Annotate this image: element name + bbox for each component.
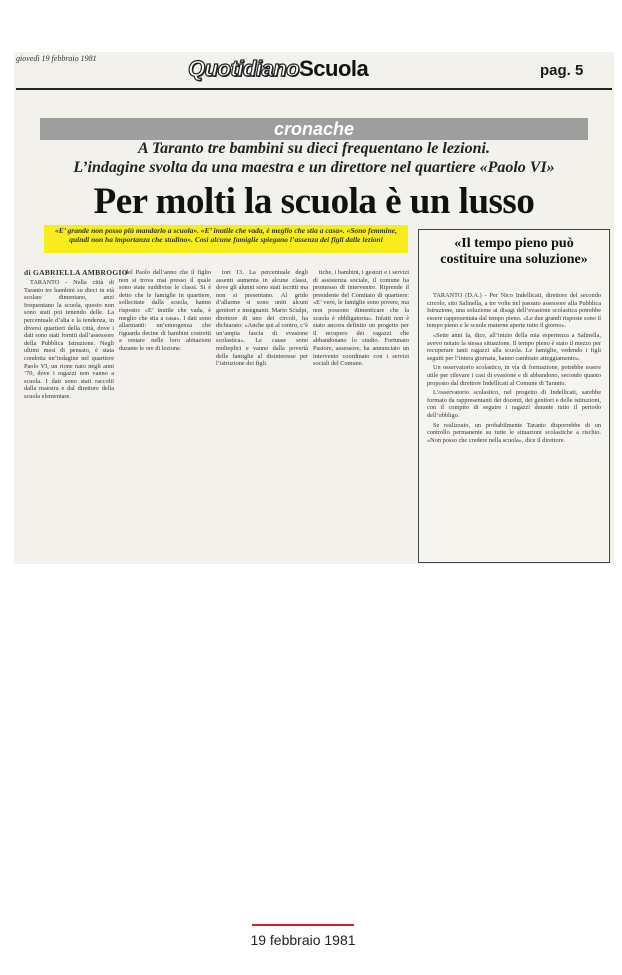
sidebar-paragraph: TARANTO (D.A.) - Per Nico Indellicati, direttore del secondo circolo, sito Salinella, a tre volte nel passato assessore alla Pubblica Istruzione, una soluzione ai disagi dell’evasione scolastica potrebbe essere rappresentata dal tempo pieno. «Le due grandi risposte sono il tempo pieno e le scuole materne aperte tutto il giorno». — [427, 292, 601, 330]
article-column-4 — [313, 269, 409, 561]
section-banner — [40, 118, 588, 140]
masthead-left: Quotidiano — [188, 56, 300, 81]
highlight-quote-box — [44, 225, 408, 253]
masthead-right: Scuola — [299, 56, 369, 81]
footer-date: 19 febbraio 1981 — [250, 932, 356, 948]
section-label: cronache — [273, 119, 355, 139]
sidebar-paragraph: L’osservatorio scolastico, nel progetto di Indellicati, sarebbe formato da rappresentanti dei docenti, dei genitori e delle istituzioni, con il compito di seguire i ragazzi durante tutto il periodo dell’obbligo. — [427, 389, 601, 419]
article-column-3 — [216, 269, 308, 561]
sidebar-text — [427, 292, 601, 556]
article-column-text: del Paolo dall’anno che il figlio non si trova mai presso il quale sono state suddivise le classi. Si è detto che le famiglie in quartiere, sollecitate dalla scuola, hanno risposto: «E’ inutile che vada, è meglio che stia a casa». I dati sono allarmanti: un’emergenza che riguarda decine di bambini costretti a restare nelle loro abitazioni durante le ore di lezione. — [119, 269, 211, 352]
article-column-text: tiche, i bambini, i gestori e i servizi di assistenza sociale, il comune ha promesso di intervenire. Riprende il presidente del Comitato di quartiere: «E’ vero, le famiglie sono povere, ma non possono dimenticare che la scuola è obbligatoria». Infatti non è stato ancora definito un progetto per il recupero dei ragazzi che abbandonano lo studio. Fortunato Pastore, assessore, ha annunciato un intervento coordinato con i servizi sociali del Comune. — [313, 269, 409, 368]
sidebar-box — [418, 229, 610, 563]
article-column-text: tori 13. La percentuale degli assenti aumenta in alcune classi, dove gli alunni sono stati iscritti ma non si presentano. Al grido d’allarme si sono uniti alcuni genitori e insegnanti. Mario Scialpi, direttore di uno dei circoli, ha dichiarato: «Anche qui al centro, c’è un’ampia fascia di evasione scolastica». Le cause sono molteplici e vanno dalla povertà delle famiglie al disinteresse per l’istruzione dei figli. — [216, 269, 308, 368]
masthead — [188, 56, 368, 82]
header-rule — [16, 88, 612, 90]
headline: Per molti la scuola è un lusso — [93, 181, 535, 222]
article-column-2 — [119, 269, 211, 561]
sidebar-paragraph: Un osservatorio scolastico, in via di formazione, potrebbe essere utile per rilevare i casi di evasione e di abbandono, secondo quanto proposto dal direttore Indellicati al Comune di Taranto. — [427, 364, 601, 387]
highlight-quote: «E’ grande non posso più mandarlo a scuola». «E’ inutile che vada, è meglio che stia a casa». «Sono femmine, quindi non ha importanza che studino». Così alcune famiglie spiegano l’assenza dei figli dalle lezioni — [54, 226, 398, 244]
kicker-line-2: L’indagine svolta da una maestra e un direttore nel quartiere «Paolo VI» — [73, 159, 555, 176]
sidebar-paragraph: «Sette anni fa, dice, all’inizio della mia esperienza a Salinella, avevo notato la stessa situazione. Il tempo pieno è stato il mezzo per recuperare tanti ragazzi alla scuola. Le famiglie, vedendo i figli seguiti per l’intera giornata, hanno cambiato atteggiamento». — [427, 331, 601, 362]
article-column-text: TARANTO - Nella città di Taranto tre bambini su dieci in età scolare dimentano, anzi frequentano la scuola, questo non sono stati poi tenendo delle. La percentuale d’alta e la tendenza, in diversi quartieri della città, dove i dati sono stati forniti dall’assessore della Pubblica Istruzione. Negli ultimi mesi di pensato, è stata condotta un’indagine nel quartiere Paolo VI, un rione nato negli anni ’70, dove i ragazzi non vanno a scuola. I dati sono stati raccolti dalla maestra e dal direttore della scuola elementare. — [24, 279, 114, 400]
page-number: pag. 5 — [540, 62, 584, 79]
footer-rule — [252, 924, 354, 926]
sidebar-paragraph: Se realizzato, un probabilmente Taranto disporrebbe di un controllo permanente su tutte le situazioni scolastiche a rischio. «Non posso che credere nella scuola», dice il direttore. — [427, 421, 601, 444]
byline: di GABRIELLA AMBROGIO — [24, 268, 128, 277]
kicker-line-1: A Taranto tre bambini su dieci frequentano le lezioni. — [138, 140, 490, 157]
header-date: giovedì 19 febbraio 1981 — [16, 54, 97, 63]
article-column-1 — [24, 279, 114, 561]
sidebar-title: «Il tempo pieno può costituire una soluzione» — [440, 236, 588, 267]
